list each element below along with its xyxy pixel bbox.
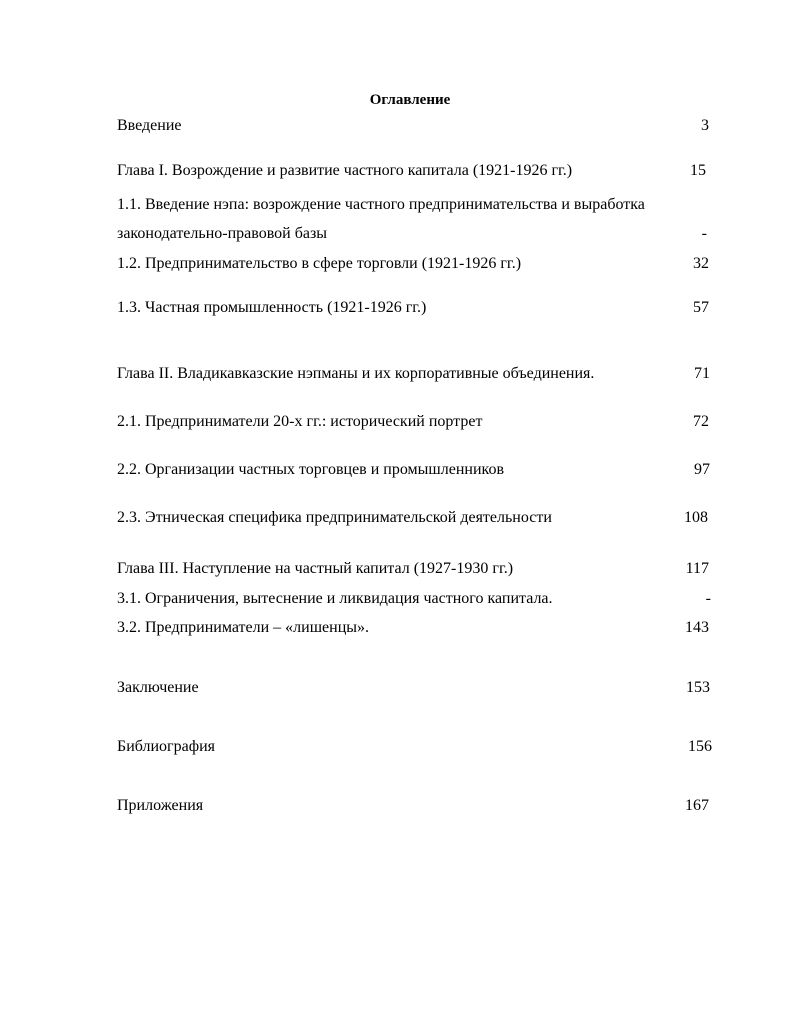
- toc-entry-page: 72: [693, 413, 709, 430]
- toc-entry-label: 1.1. Введение нэпа: возрождение частного предпринимательства и выработка: [117, 196, 645, 213]
- toc-entry-page: 32: [693, 255, 709, 272]
- toc-entry-page: 57: [693, 299, 709, 316]
- toc-entry-label: 1.2. Предпринимательство в сфере торговли (1921-1926 гг.): [117, 255, 522, 272]
- toc-entry-label: Приложения: [117, 797, 204, 814]
- toc-entry-page: 143: [685, 619, 709, 636]
- toc-entry-page: 108: [684, 509, 708, 526]
- toc-entry-label: Библиография: [117, 738, 215, 755]
- toc-entry-label: 3.1. Ограничения, вытеснение и ликвидация частного капитала.: [117, 590, 553, 607]
- toc-entry-label: 2.2. Организации частных торговцев и промышленников: [117, 461, 505, 478]
- toc-entry-label: 2.3. Этническая специфика предпринимательской деятельности: [117, 509, 552, 526]
- toc-entry-label: Заключение: [117, 679, 199, 696]
- toc-entry-page: -: [701, 225, 707, 242]
- toc-entry-label: Введение: [117, 117, 182, 134]
- toc-entry-label: 3.2. Предприниматели – «лишенцы».: [117, 619, 370, 636]
- toc-entry-page: 3: [701, 117, 709, 134]
- toc-entry-page: -: [705, 590, 711, 607]
- toc-entry-page: 153: [686, 679, 710, 696]
- toc-entry-page: 15: [690, 162, 706, 179]
- toc-entry-label: Глава III. Наступление на частный капитал (1927-1930 гг.): [117, 560, 514, 577]
- toc-title: Оглавление: [369, 92, 451, 108]
- toc-entry-label: 1.3. Частная промышленность (1921-1926 гг.): [117, 299, 427, 316]
- toc-entry-label: Глава I. Возрождение и развитие частного капитала (1921-1926 гг.): [117, 162, 573, 179]
- toc-entry-page: 71: [694, 365, 710, 382]
- toc-entry-page: 117: [685, 560, 709, 577]
- toc-entry-page: 167: [685, 797, 709, 814]
- toc-entry-page: 97: [694, 461, 710, 478]
- toc-entry-label: законодательно-правовой базы: [117, 225, 328, 242]
- toc-entry-label: 2.1. Предприниматели 20-х гг.: исторический портрет: [117, 413, 483, 430]
- toc-entry-page: 156: [688, 738, 712, 755]
- toc-entry-label: Глава II. Владикавказские нэпманы и их корпоративные объединения.: [117, 365, 595, 382]
